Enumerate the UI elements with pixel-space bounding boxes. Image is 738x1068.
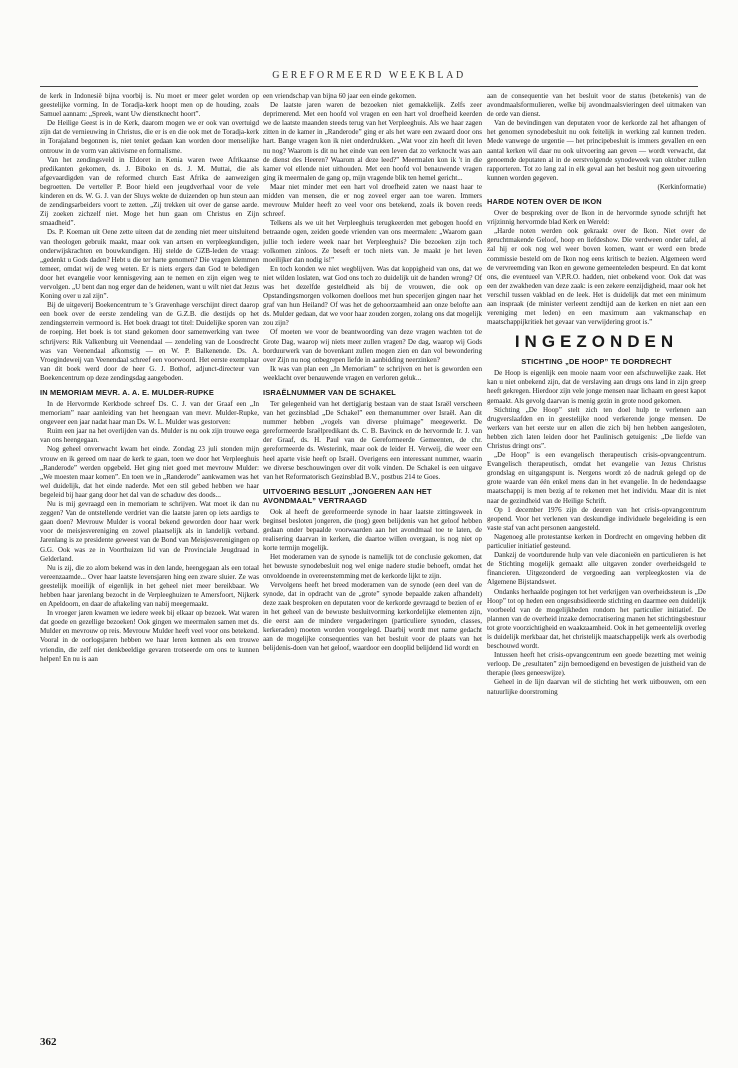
paragraph: Ruim een jaar na het overlijden van ds. Mulder is nu ook zijn trouwe eega van ons heengegaan. — [40, 427, 259, 445]
paragraph: Over de bespreking over de Ikon in de hervormde synode schrijft het vrijzinnig hervormde blad Kerk en Wereld: — [487, 209, 706, 227]
paragraph: Van de bevindingen van deputaten voor de kerkorde zal het afhangen of het genomen synodebesluit nu ook feitelijk in werking zal kunnen treden. Mede vanwege de urgentie — het principebesluit is immers gevallen en een aantal kerken wil daar nu ook uitvoering aan geven — wordt verwacht, dat genoemde deputaten al in de eerstvolgende synodeweek van oktober zullen rapporteren. Tot zo lang zal in elk geval aan het besluit nog geen uitvoering kunnen worden gegeven. — [487, 119, 706, 182]
paragraph: Nagenoeg alle protestantse kerken in Dordrecht en omgeving hebben dit particulier initiatief gesteund. — [487, 532, 706, 551]
section-heading-harde-noten: HARDE NOTEN OVER DE IKON — [487, 197, 602, 207]
paragraph: aan de consequentie van het besluit voor de status (betekenis) van de avondmaalsformulieren, welke bij avondmaalsvieringen deel uitmaken van de orde van dienst. — [487, 92, 706, 119]
header-rule — [40, 86, 698, 87]
paragraph: een vriendschap van bijna 60 jaar een einde gekomen. — [263, 92, 417, 100]
paragraph: De laatste jaren waren de bezoeken niet gemakkelijk. Zelfs zeer deprimerend. Met een hoofd vol vragen en een hart vol droefheid keerden we de laatste maanden steeds terug van het Verpleeghuis. Als we haar zagen zitten in de kamer in „Randerode” ging er als het ware een zwaard door ons hart. Bange vragen kon ik niet onderdrukken. „Wat voor zin heeft dit leven nu nog? Waarom is dit nu het einde van een leven dat zo verknocht was aan de dienst des Heeren? Waarom al deze leed?” Meermalen kon ik 't in die kamer vol ellende niet uithouden. Met een hoofd vol benauwende vragen ging ik meermalen de gang op, mijn vragende blik ten hemel gericht... — [263, 101, 482, 182]
column-left — [40, 92, 259, 1034]
paragraph: De Hoop is eigenlijk een mooie naam voor een afschuwelijke zaak. Het kan u niet onbekend zijn, dat de verslaving aan drugs ons land in zijn greep heeft gekregen. Hierdoor zijn vele jonge mensen naar lichaam en geest kapot gemaakt. Als gevolg daarvan is menig gezin in grote nood gekomen. — [487, 369, 706, 405]
paragraph: Ds. P. Koeman uit Oene zette uiteen dat de zending niet meer uitsluitend van theologen gebruik maakt, maar ook van artsen en verpleegkundigen, onderwijskrachten en bouwkundigen. Hij stelde de GZB-leden de vraag: „gedenkt u Gods daden? Hebt u die ter harte genomen? Die vragen klemmen temeer, omdat wij de weg weten. Er is niets ergers dan God te beledigen door het evangelie voor kennisgeving aan te nemen en zijn eigen weg te vervolgen. „U bent dan nog erger dan de heidenen, want u wilt niet dat Jezus Koning over u zal zijn”. — [40, 228, 259, 301]
section-heading-de-hoop: STICHTING „DE HOOP” TE DORDRECHT — [521, 357, 672, 367]
section-heading-memoriam: IN MEMORIAM MEVR. A. A. E. MULDER-RUPKE — [40, 388, 214, 397]
paragraph: Nu is mij gevraagd een in memoriam te schrijven. Wat moet ik dan nu zeggen? Van de ontstellende verdriet van die laatste jaren op iets aardigs te gaan doen? Mevrouw Mulder is vooral bekend geworden door haar werk voor de meisjesvereniging en zowel plaatselijk als in landelijk verband. Jarenlang is ze presidente geweest van de Bond van Meisjesverenigingen op G.G. Ook was ze in Voorthuizen lid van de Provinciale Jeugdraad in Gelderland. — [40, 500, 259, 563]
paragraph: Ter gelegenheid van het dertigjarig bestaan van de staat Israël verscheen van het gezinsblad „De Schakel” een themanummer over Israël. Aan dit nummer hebben „vogels van diverse pluimage” meegewerkt. De gereformeerde Israëlpredikant ds. C. B. Bavinck en de hervormde Ir. J. van der Graaf, ds. H. Paul van de Gereformeerde Gemeenten, de chr. gereformeerde ds. Westerink, maar ook de leider H. Verweij, die weer een heel aparte visie heeft op Israël. Overigens een interessant nummer, waarin we diverse beschouwingen over dit volk vinden. De Schakel is een uitgave van het Reformatorisch Gezinsblad B.V., postbus 214 te Goes. — [263, 400, 482, 481]
page-number: 362 — [40, 1036, 57, 1048]
source-attribution: (Kerkinformatie) — [657, 182, 706, 191]
paragraph: Intussen heeft het crisis-opvangcentrum een goede bezetting met weinig verloop. De „resultaten” zijn bemoedigend en bevestigen de juistheid van de therapie (lees geneeswijze). — [487, 651, 706, 678]
paragraph: De Heilige Geest is in de Kerk, daarom mogen we er ook van overtuigd zijn dat de vernieuwing in Christus, die er is en die ook met de Toradja-kerk in Torajaland begonnen is, niet teniet gedaan kan worden door menselijke ontrouw in de vorm van aktivisme en formalisme. — [40, 119, 259, 155]
paragraph: Ondanks herhaalde pogingen tot het verkrijgen van overheidssteun is „De Hoop” tot op heden een ongesubsidieerde stichting en daarmee een duidelijk voorbeeld van de mogelijkheden rondom het particulier initiatief. De plannen van de overheid inzake democratisering manen het stichtingsbestuur tot grote voorzichtigheid en waakzaamheid. Ook in het gemeentelijk overleg is duidelijk merkbaar dat, het christelijk maatschappelijk werk als overbodig beschouwd wordt. — [487, 587, 706, 651]
paragraph: „De Hoop” is een evangelisch therapeutisch crisis-opvangcentrum. Evangelisch therapeutisch, omdat het evangelie van Jezus Christus grondslag en uitgangspunt is. Nergens wordt zó de nadruk gelegd op de grote waarde van één enkel mens dan in het evangelie. In de hedendaagse maatschappij is men bezig af te rekenen met het individu. Maar dit is niet naar de gezindheid van de Heilige Schrift. — [487, 451, 706, 505]
section-heading-uitvoering: UITVOERING BESLUIT „JONGEREN AAN HET AVONDMAAL” VERTRAAGD — [263, 486, 432, 505]
paragraph: Stichting „De Hoop” stelt zich ten doel hulp te verlenen aan drugverslaafden en in geestelijke nood verkerende jonge mensen. De werkers van het eerste uur en allen die zich bij hen hebben aangesloten, hebben zich laten leiden door het Paulinisch getuigenis: „De liefde van Christus dringt ons”. — [487, 405, 706, 450]
paragraph: Dankzij de voortdurende hulp van vele diaconieën en particulieren is het de Stichting mogelijk gemaakt alle uitgaven zonder overheidsgeld te financieren. Uitgezonderd de vergoeding aan verpleegkosten via de Algemene Bijstandswet. — [487, 551, 706, 587]
paragraph: Of moeten we voor de beantwoording van deze vragen wachten tot de Grote Dag, waarop wij niets meer zullen vragen? De dag, waarop wij Gods borduurwerk van de bovenkant zullen mogen zien en dan vol bewondering over Zijn nu nog onbegrepen liefde in aanbidding neerzinken? — [263, 328, 482, 364]
paragraph: Op 1 december 1976 zijn de deuren van het crisis-opvangcentrum geopend. Voor het verlenen van deskundige individuele begeleiding is een vaste staf van acht personen aangesteld. — [487, 505, 706, 532]
section-title-ingezonden: INGEZONDEN — [514, 332, 679, 352]
paragraph: de kerk in Indonesië bijna voorbij is. Nu moet er meer gelet worden op geestelijke vorming. In de Toradja-kerk hoopt men op de houding, zoals Samuel aannam: „Spreek, want Uw dienstknecht hoort”. — [40, 92, 259, 119]
column-right — [487, 92, 706, 1034]
paragraph: Maar niet minder met een hart vol droefheid zaten we naast haar te midden van mensen, die er nog zoveel erger aan toe waren. Immers mevrouw Mulder heeft zo veel voor ons betekend, zoals ik boven reeds schreef. — [263, 182, 482, 219]
paragraph: Nog geheel onverwacht kwam het einde. Zondag 23 juli stonden mijn vrouw en ik gereed om naar de kerk te gaan, toen we door het Verpleeghuis „Randerode” werden opgebeld. Het ging niet goed met mevrouw Mulder: „We moesten maar komen”. En toen we in „Randerode” aankwamen was het wel duidelijk, dat het einde naderde. Met een stil gebed hebben we haar begeleid bij haar gang door het dal van de schaduw des doods... — [40, 445, 259, 499]
paragraph: Ik was van plan een „In Memoriam” te schrijven en het is geworden een weeklacht over benauwende vragen en verloren geluk... — [263, 364, 482, 382]
paragraph: Nu is zij, die zo alom bekend was in den lande, heengegaan als een totaal vereenzaamde... Over haar laatste levensjaren hing een zware sluier. Ze was geestelijk moeilijk of eigenlijk in het geheel niet meer bereikbaar. We hebben haar jarenlang bezocht in de Verpleeghuizen te Amersfoort, Nijkerk en Apeldoorn, en daar de aftakeling van nabij meegemaakt. — [40, 563, 259, 609]
paragraph: In de Hervormde Kerkbode schreef Ds. C. J. van der Graaf een „In memoriam” naar aanleiding van het heengaan van mevr. Mulder-Rupke, ongeveer een jaar nadat haar man Ds. W. L. Mulder was gestorven: — [40, 400, 259, 427]
column-middle — [263, 92, 482, 1034]
paragraph: Vervolgens heeft het breed moderamen van de synode (een deel van de synode, dat in opdracht van de „grote” synode bepaalde zaken afhandelt) deze zaak besproken en deputaten voor de kerkorde gevraagd te bezien of er in het geheel van de bewuste besluitvorming kerkordelijke elementen zijn, die eerst aan de mindere vergaderingen (particuliere synoden, classes, kerkeraden) moeten worden voorgelegd. Daarbij wordt met name gedacht aan de mogelijke consequenties van het besluit voor de plaats van het belijdenis-doen van het geloof, waardoor een dooplid belijdend lid wordt en — [263, 580, 482, 653]
paragraph: Het moderamen van de synode is namelijk tot de conclusie gekomen, dat het bewuste synodebesluit nog wel enige nadere studie behoeft, omdat het onvoldoende in overeenstemming met de kerkorde lijkt te zijn. — [263, 553, 482, 580]
paragraph: „Harde noten werden ook gekraakt over de Ikon. Niet over de geruchtmakende Geloof, hoop en liefdeshow. Die verdween onder tafel, al zal hij er ook nog wel weer boven komen, want er werd een brede commissie besteld om de Ikon nog eens kritisch te bezien. Algemeen werd de vervreemding van Ikon en gewone gemeenteleden bespeurd. En dat komt ons, die eventueel van V.P.R.O. hadden, niet onbekend voor. Ook dat was een der zwakheden van deze zaak: is een zekere eenzijdigheid, maar ook het verschil tussen vakblad en de leek. Het is duidelijk dat met een minimum aan inspraak (de minister verleent zendtijd aan de kerken en niet aan een vereniging met leden) en een maximum aan vakmanschap en maatschappijkritiek het gevaar van verwijdering groot is.” — [487, 227, 706, 327]
paragraph: En toch konden we niet wegblijven. Was dat koppigheid van ons, dat we niet wilden loslaten, wat God ons toch zo duidelijk uit de handen wrong? Of was het dezelfde gesteldheid als bij de vrouwen, die ook op Opstandingsmorgen volkomen doelloos met hun specerijen gingen naar het graf van hun Heiland? Of was het de gehoorzaamheid aan onze belofte aan ds. Mulder gedaan, dat we voor haar zouden zorgen, zolang ons dat mogelijk zou zijn? — [263, 264, 482, 328]
paragraph: In vroeger jaren kwamen we iedere week bij elkaar op bezoek. Wat waren dat goede en gezellige bezoeken! Ook gingen we meermalen samen met ds. Mulder en mevrouw op reis. Mevrouw Mulder heeft veel voor ons betekend. Vooral in de oorlogsjaren hebben we haar leren kennen als een trouwe vriendin, die zelf niet denkbeeldige gevaren trotseerde om ons te kunnen helpen! En nu is aan — [40, 609, 259, 663]
paragraph: Bij de uitgeverij Boekencentrum te 's Gravenhage verschijnt direct daarop een boek over de eerste zendeling van de G.Z.B. die destijds op het zendingsterrein vermoord is. Het boek draagt tot titel: Duidelijke sporen van de roeping. Het boek is tot stand gekomen door samenwerking van twee schrijvers: Rik Valkenburg uit Veenendaal — zendeling van de Loosdrecht was van Veenendaal afkomstig — en W. P. Balkenende. Ds. A. Vroegindeweij van Veenendaal schreef een voorwoord. Het eerste exemplaar van dit boek werd door de heer G. J. Bothof, adjunct-directeur van Boekencentrum op deze zendingsdag aangeboden. — [40, 301, 259, 382]
paragraph: Van het zendingsveld in Eldoret in Kenia waren twee Afrikaanse predikanten gekomen, ds. J. Biboko en ds. J. M. Muttai, die als afgevaardigden van de reformed church East Afrika de aanwezigen begroetten. De verteller P. Boor hield een jeugdverhaal voor de vele kinderen en ds. W. G. J. van der Sluys wekte de duizenden op hun steun aan de zendingsarbeiders voort te zetten. „Zij trekken uit over de ganse aarde. Zij zoeken zichzelf niet. Moge het hun gaan om Christus en Zijn smaadheid”. — [40, 155, 259, 228]
paragraph: Telkens als we uit het Verpleeghuis terugkeerden met gebogen hoofd en betraande ogen, zeiden goede vrienden van ons meermalen: „Waarom gaan jullie toch iedere week naar het Verpleeghuis? Die bezoeken zijn toch volkomen zinloos. Ze beseft er toch niets van. Je maakt je het leven moeilijker dan nodig is!” — [263, 219, 482, 264]
paragraph: Geheel in de lijn daarvan wil de stichting het werk uitbouwen, om een natuurlijke doorstroming — [487, 678, 706, 696]
running-header: GEREFORMEERD WEEKBLAD — [272, 70, 466, 81]
section-heading-israel: ISRAËLNUMMER VAN DE SCHAKEL — [263, 388, 396, 397]
paragraph: Ook al heeft de gereformeerde synode in haar laatste zittingsweek in beginsel besloten jongeren, die (nog) geen belijdenis van het geloof hebben gedaan onder bepaalde voorwaarden aan het avondmaal toe te laten, de realisering daarvan in kerken, die daartoe willen overgaan, is nog niet op korte termijn mogelijk. — [263, 507, 482, 553]
